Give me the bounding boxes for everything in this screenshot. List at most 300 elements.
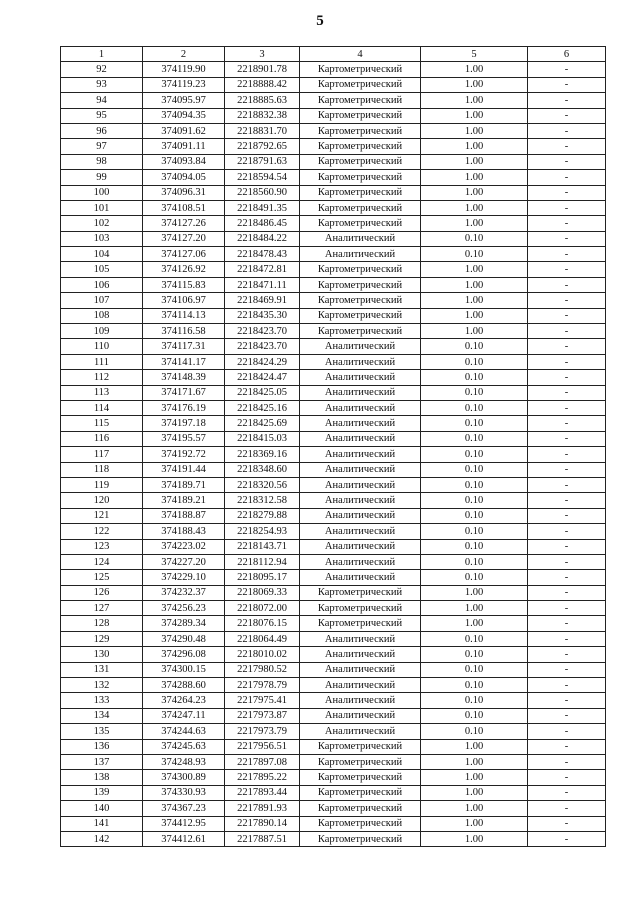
table-row	[61, 108, 606, 123]
x-coordinate-cell: 374245.63	[143, 739, 225, 754]
x-coordinate-cell: 374296.08	[143, 647, 225, 662]
x-coordinate-cell: 374176.19	[143, 400, 225, 415]
note-cell: -	[528, 601, 606, 616]
note-cell: -	[528, 308, 606, 323]
point-number-cell: 129	[61, 631, 143, 646]
table-row	[61, 631, 606, 646]
method-cell: Аналитический	[300, 539, 421, 554]
table-row	[61, 754, 606, 769]
note-cell: -	[528, 62, 606, 77]
column-header: 6	[528, 47, 606, 62]
accuracy-cell: 0.10	[421, 416, 528, 431]
method-cell: Картометрический	[300, 216, 421, 231]
y-coordinate-cell: 2218348.60	[225, 462, 300, 477]
note-cell: -	[528, 724, 606, 739]
x-coordinate-cell: 374300.15	[143, 662, 225, 677]
method-cell: Аналитический	[300, 462, 421, 477]
method-cell: Аналитический	[300, 570, 421, 585]
x-coordinate-cell: 374247.11	[143, 708, 225, 723]
point-number-cell: 138	[61, 770, 143, 785]
accuracy-cell: 1.00	[421, 601, 528, 616]
method-cell: Картометрический	[300, 185, 421, 200]
y-coordinate-cell: 2217890.14	[225, 816, 300, 831]
method-cell: Аналитический	[300, 708, 421, 723]
x-coordinate-cell: 374232.37	[143, 585, 225, 600]
x-coordinate-cell: 374141.17	[143, 354, 225, 369]
method-cell: Аналитический	[300, 662, 421, 677]
accuracy-cell: 1.00	[421, 785, 528, 800]
accuracy-cell: 0.10	[421, 247, 528, 262]
note-cell: -	[528, 339, 606, 354]
point-number-cell: 104	[61, 247, 143, 262]
accuracy-cell: 1.00	[421, 585, 528, 600]
x-coordinate-cell: 374412.61	[143, 831, 225, 846]
method-cell: Аналитический	[300, 231, 421, 246]
y-coordinate-cell: 2218095.17	[225, 570, 300, 585]
method-cell: Картометрический	[300, 170, 421, 185]
accuracy-cell: 0.10	[421, 724, 528, 739]
method-cell: Аналитический	[300, 477, 421, 492]
column-header: 1	[61, 47, 143, 62]
method-cell: Картометрический	[300, 277, 421, 292]
point-number-cell: 103	[61, 231, 143, 246]
note-cell: -	[528, 324, 606, 339]
accuracy-cell: 0.10	[421, 708, 528, 723]
y-coordinate-cell: 2218072.00	[225, 601, 300, 616]
table-row	[61, 616, 606, 631]
note-cell: -	[528, 231, 606, 246]
accuracy-cell: 1.00	[421, 123, 528, 138]
x-coordinate-cell: 374119.23	[143, 77, 225, 92]
point-number-cell: 100	[61, 185, 143, 200]
x-coordinate-cell: 374095.97	[143, 93, 225, 108]
note-cell: -	[528, 416, 606, 431]
point-number-cell: 123	[61, 539, 143, 554]
x-coordinate-cell: 374264.23	[143, 693, 225, 708]
table-row	[61, 770, 606, 785]
note-cell: -	[528, 477, 606, 492]
y-coordinate-cell: 2218471.11	[225, 277, 300, 292]
table-row	[61, 785, 606, 800]
note-cell: -	[528, 462, 606, 477]
table-row	[61, 385, 606, 400]
method-cell: Картометрический	[300, 739, 421, 754]
accuracy-cell: 0.10	[421, 493, 528, 508]
y-coordinate-cell: 2218254.93	[225, 524, 300, 539]
y-coordinate-cell: 2218425.05	[225, 385, 300, 400]
method-cell: Аналитический	[300, 400, 421, 415]
method-cell: Аналитический	[300, 493, 421, 508]
y-coordinate-cell: 2217891.93	[225, 801, 300, 816]
point-number-cell: 126	[61, 585, 143, 600]
x-coordinate-cell: 374148.39	[143, 370, 225, 385]
table-row	[61, 647, 606, 662]
accuracy-cell: 0.10	[421, 400, 528, 415]
accuracy-cell: 1.00	[421, 754, 528, 769]
table-row	[61, 570, 606, 585]
accuracy-cell: 1.00	[421, 324, 528, 339]
table-row	[61, 431, 606, 446]
point-number-cell: 108	[61, 308, 143, 323]
method-cell: Картометрический	[300, 585, 421, 600]
accuracy-cell: 1.00	[421, 801, 528, 816]
point-number-cell: 97	[61, 139, 143, 154]
table-row	[61, 400, 606, 415]
accuracy-cell: 1.00	[421, 308, 528, 323]
accuracy-cell: 1.00	[421, 108, 528, 123]
note-cell: -	[528, 770, 606, 785]
point-number-cell: 140	[61, 801, 143, 816]
method-cell: Картометрический	[300, 308, 421, 323]
table-row	[61, 524, 606, 539]
method-cell: Аналитический	[300, 693, 421, 708]
column-header: 4	[300, 47, 421, 62]
method-cell: Аналитический	[300, 678, 421, 693]
table-row	[61, 231, 606, 246]
point-number-cell: 112	[61, 370, 143, 385]
point-number-cell: 133	[61, 693, 143, 708]
note-cell: -	[528, 108, 606, 123]
table-row	[61, 370, 606, 385]
coordinates-table	[60, 46, 606, 847]
x-coordinate-cell: 374171.67	[143, 385, 225, 400]
method-cell: Картометрический	[300, 154, 421, 169]
note-cell: -	[528, 554, 606, 569]
x-coordinate-cell: 374223.02	[143, 539, 225, 554]
point-number-cell: 128	[61, 616, 143, 631]
note-cell: -	[528, 631, 606, 646]
page-number: 5	[316, 13, 324, 29]
point-number-cell: 99	[61, 170, 143, 185]
accuracy-cell: 0.10	[421, 431, 528, 446]
y-coordinate-cell: 2218484.22	[225, 231, 300, 246]
accuracy-cell: 1.00	[421, 139, 528, 154]
table-row	[61, 62, 606, 77]
x-coordinate-cell: 374197.18	[143, 416, 225, 431]
x-coordinate-cell: 374412.95	[143, 816, 225, 831]
y-coordinate-cell: 2218112.94	[225, 554, 300, 569]
point-number-cell: 93	[61, 77, 143, 92]
x-coordinate-cell: 374127.06	[143, 247, 225, 262]
note-cell: -	[528, 508, 606, 523]
note-cell: -	[528, 400, 606, 415]
y-coordinate-cell: 2218069.33	[225, 585, 300, 600]
y-coordinate-cell: 2218423.70	[225, 339, 300, 354]
table-row	[61, 416, 606, 431]
table-row	[61, 508, 606, 523]
note-cell: -	[528, 139, 606, 154]
x-coordinate-cell: 374290.48	[143, 631, 225, 646]
point-number-cell: 117	[61, 447, 143, 462]
point-number-cell: 124	[61, 554, 143, 569]
accuracy-cell: 1.00	[421, 616, 528, 631]
accuracy-cell: 1.00	[421, 200, 528, 215]
method-cell: Аналитический	[300, 508, 421, 523]
note-cell: -	[528, 570, 606, 585]
table-row	[61, 585, 606, 600]
accuracy-cell: 0.10	[421, 370, 528, 385]
y-coordinate-cell: 2218888.42	[225, 77, 300, 92]
y-coordinate-cell: 2217887.51	[225, 831, 300, 846]
x-coordinate-cell: 374248.93	[143, 754, 225, 769]
note-cell: -	[528, 801, 606, 816]
x-coordinate-cell: 374094.35	[143, 108, 225, 123]
method-cell: Картометрический	[300, 770, 421, 785]
table-row	[61, 493, 606, 508]
method-cell: Аналитический	[300, 724, 421, 739]
x-coordinate-cell: 374115.83	[143, 277, 225, 292]
table-row	[61, 724, 606, 739]
method-cell: Аналитический	[300, 554, 421, 569]
y-coordinate-cell: 2217956.51	[225, 739, 300, 754]
method-cell: Картометрический	[300, 816, 421, 831]
y-coordinate-cell: 2218010.02	[225, 647, 300, 662]
accuracy-cell: 0.10	[421, 678, 528, 693]
point-number-cell: 109	[61, 324, 143, 339]
note-cell: -	[528, 816, 606, 831]
x-coordinate-cell: 374094.05	[143, 170, 225, 185]
table-row	[61, 185, 606, 200]
x-coordinate-cell: 374189.71	[143, 477, 225, 492]
accuracy-cell: 0.10	[421, 339, 528, 354]
point-number-cell: 139	[61, 785, 143, 800]
method-cell: Аналитический	[300, 631, 421, 646]
point-number-cell: 96	[61, 123, 143, 138]
table-row	[61, 247, 606, 262]
table-row	[61, 554, 606, 569]
table-row	[61, 93, 606, 108]
accuracy-cell: 0.10	[421, 354, 528, 369]
method-cell: Картометрический	[300, 123, 421, 138]
note-cell: -	[528, 93, 606, 108]
y-coordinate-cell: 2217897.08	[225, 754, 300, 769]
x-coordinate-cell: 374256.23	[143, 601, 225, 616]
note-cell: -	[528, 693, 606, 708]
accuracy-cell: 1.00	[421, 831, 528, 846]
x-coordinate-cell: 374091.62	[143, 123, 225, 138]
accuracy-cell: 0.10	[421, 570, 528, 585]
y-coordinate-cell: 2217978.79	[225, 678, 300, 693]
accuracy-cell: 1.00	[421, 185, 528, 200]
x-coordinate-cell: 374367.23	[143, 801, 225, 816]
point-number-cell: 132	[61, 678, 143, 693]
note-cell: -	[528, 370, 606, 385]
point-number-cell: 134	[61, 708, 143, 723]
note-cell: -	[528, 585, 606, 600]
method-cell: Картометрический	[300, 831, 421, 846]
table-row	[61, 154, 606, 169]
note-cell: -	[528, 708, 606, 723]
accuracy-cell: 0.10	[421, 508, 528, 523]
method-cell: Аналитический	[300, 431, 421, 446]
point-number-cell: 135	[61, 724, 143, 739]
column-header: 3	[225, 47, 300, 62]
note-cell: -	[528, 170, 606, 185]
note-cell: -	[528, 185, 606, 200]
accuracy-cell: 0.10	[421, 524, 528, 539]
table-row	[61, 477, 606, 492]
point-number-cell: 105	[61, 262, 143, 277]
y-coordinate-cell: 2218424.29	[225, 354, 300, 369]
point-number-cell: 111	[61, 354, 143, 369]
table-row	[61, 801, 606, 816]
x-coordinate-cell: 374189.21	[143, 493, 225, 508]
y-coordinate-cell: 2218415.03	[225, 431, 300, 446]
point-number-cell: 98	[61, 154, 143, 169]
note-cell: -	[528, 831, 606, 846]
x-coordinate-cell: 374192.72	[143, 447, 225, 462]
x-coordinate-cell: 374300.89	[143, 770, 225, 785]
x-coordinate-cell: 374330.93	[143, 785, 225, 800]
table-row	[61, 262, 606, 277]
method-cell: Аналитический	[300, 385, 421, 400]
accuracy-cell: 1.00	[421, 816, 528, 831]
table-row	[61, 354, 606, 369]
accuracy-cell: 0.10	[421, 647, 528, 662]
method-cell: Аналитический	[300, 354, 421, 369]
x-coordinate-cell: 374091.11	[143, 139, 225, 154]
note-cell: -	[528, 216, 606, 231]
note-cell: -	[528, 539, 606, 554]
x-coordinate-cell: 374289.34	[143, 616, 225, 631]
y-coordinate-cell: 2218425.16	[225, 400, 300, 415]
note-cell: -	[528, 754, 606, 769]
y-coordinate-cell: 2218560.90	[225, 185, 300, 200]
accuracy-cell: 1.00	[421, 293, 528, 308]
table-row	[61, 739, 606, 754]
point-number-cell: 95	[61, 108, 143, 123]
point-number-cell: 113	[61, 385, 143, 400]
table-row	[61, 324, 606, 339]
method-cell: Картометрический	[300, 200, 421, 215]
y-coordinate-cell: 2218369.16	[225, 447, 300, 462]
y-coordinate-cell: 2218791.63	[225, 154, 300, 169]
x-coordinate-cell: 374188.43	[143, 524, 225, 539]
table-row	[61, 216, 606, 231]
accuracy-cell: 0.10	[421, 693, 528, 708]
point-number-cell: 94	[61, 93, 143, 108]
point-number-cell: 92	[61, 62, 143, 77]
table-row	[61, 139, 606, 154]
x-coordinate-cell: 374127.26	[143, 216, 225, 231]
accuracy-cell: 0.10	[421, 231, 528, 246]
note-cell: -	[528, 154, 606, 169]
note-cell: -	[528, 616, 606, 631]
y-coordinate-cell: 2218831.70	[225, 123, 300, 138]
table-row	[61, 678, 606, 693]
accuracy-cell: 0.10	[421, 631, 528, 646]
x-coordinate-cell: 374093.84	[143, 154, 225, 169]
x-coordinate-cell: 374096.31	[143, 185, 225, 200]
accuracy-cell: 0.10	[421, 462, 528, 477]
point-number-cell: 125	[61, 570, 143, 585]
method-cell: Картометрический	[300, 139, 421, 154]
x-coordinate-cell: 374195.57	[143, 431, 225, 446]
y-coordinate-cell: 2218076.15	[225, 616, 300, 631]
point-number-cell: 121	[61, 508, 143, 523]
note-cell: -	[528, 200, 606, 215]
point-number-cell: 106	[61, 277, 143, 292]
note-cell: -	[528, 739, 606, 754]
x-coordinate-cell: 374188.87	[143, 508, 225, 523]
method-cell: Аналитический	[300, 524, 421, 539]
method-cell: Картометрический	[300, 93, 421, 108]
method-cell: Картометрический	[300, 601, 421, 616]
y-coordinate-cell: 2218594.54	[225, 170, 300, 185]
x-coordinate-cell: 374244.63	[143, 724, 225, 739]
note-cell: -	[528, 123, 606, 138]
table-row	[61, 339, 606, 354]
point-number-cell: 137	[61, 754, 143, 769]
table-row	[61, 200, 606, 215]
table-row	[61, 816, 606, 831]
x-coordinate-cell: 374114.13	[143, 308, 225, 323]
accuracy-cell: 0.10	[421, 539, 528, 554]
y-coordinate-cell: 2218792.65	[225, 139, 300, 154]
y-coordinate-cell: 2218435.30	[225, 308, 300, 323]
x-coordinate-cell: 374119.90	[143, 62, 225, 77]
note-cell: -	[528, 785, 606, 800]
point-number-cell: 107	[61, 293, 143, 308]
point-number-cell: 142	[61, 831, 143, 846]
y-coordinate-cell: 2218478.43	[225, 247, 300, 262]
table-row	[61, 708, 606, 723]
accuracy-cell: 0.10	[421, 662, 528, 677]
point-number-cell: 101	[61, 200, 143, 215]
accuracy-cell: 0.10	[421, 447, 528, 462]
point-number-cell: 141	[61, 816, 143, 831]
accuracy-cell: 1.00	[421, 216, 528, 231]
method-cell: Картометрический	[300, 616, 421, 631]
table-body	[61, 62, 606, 847]
method-cell: Аналитический	[300, 447, 421, 462]
accuracy-cell: 1.00	[421, 277, 528, 292]
note-cell: -	[528, 678, 606, 693]
table-row	[61, 77, 606, 92]
table-row	[61, 539, 606, 554]
accuracy-cell: 1.00	[421, 154, 528, 169]
point-number-cell: 102	[61, 216, 143, 231]
accuracy-cell: 0.10	[421, 477, 528, 492]
method-cell: Аналитический	[300, 416, 421, 431]
x-coordinate-cell: 374191.44	[143, 462, 225, 477]
table-row	[61, 462, 606, 477]
y-coordinate-cell: 2218832.38	[225, 108, 300, 123]
table-row	[61, 277, 606, 292]
y-coordinate-cell: 2217980.52	[225, 662, 300, 677]
method-cell: Картометрический	[300, 754, 421, 769]
x-coordinate-cell: 374288.60	[143, 678, 225, 693]
table-row	[61, 123, 606, 138]
y-coordinate-cell: 2217973.87	[225, 708, 300, 723]
method-cell: Картометрический	[300, 801, 421, 816]
note-cell: -	[528, 647, 606, 662]
y-coordinate-cell: 2218312.58	[225, 493, 300, 508]
note-cell: -	[528, 77, 606, 92]
table-row	[61, 693, 606, 708]
y-coordinate-cell: 2218279.88	[225, 508, 300, 523]
table-header-row	[61, 47, 606, 62]
y-coordinate-cell: 2217895.22	[225, 770, 300, 785]
y-coordinate-cell: 2218486.45	[225, 216, 300, 231]
point-number-cell: 131	[61, 662, 143, 677]
method-cell: Картометрический	[300, 785, 421, 800]
note-cell: -	[528, 493, 606, 508]
table-row	[61, 447, 606, 462]
point-number-cell: 120	[61, 493, 143, 508]
note-cell: -	[528, 277, 606, 292]
x-coordinate-cell: 374106.97	[143, 293, 225, 308]
